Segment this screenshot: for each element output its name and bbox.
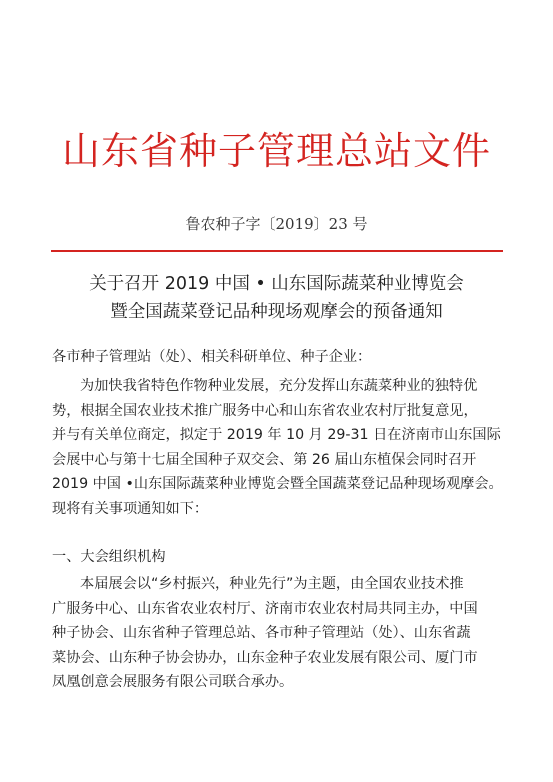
notice-title-line-2: 暨全国蔬菜登记品种现场观摩会的预备通知 bbox=[110, 302, 443, 322]
paragraph-1-line: 势，根据全国农业技术推广服务中心和山东省农业农村厅批复意见， bbox=[52, 402, 478, 419]
paragraph-1-line: 现将有关事项通知如下： bbox=[52, 500, 209, 517]
paragraph-2 bbox=[52, 572, 507, 695]
paragraph-1-line: 为加快我省特色作物种业发展，充分发挥山东蔬菜种业的独特优 bbox=[80, 378, 478, 394]
document-header-title: 山东省种子管理总站文件 bbox=[61, 129, 491, 173]
salutation: 各市种子管理站（处）、相关科研单位、种子企业： bbox=[52, 349, 372, 365]
paragraph-2-line: 凤凰创意会展服务有限公司联合承办。 bbox=[52, 674, 294, 690]
paragraph-1 bbox=[52, 374, 507, 521]
paragraph-1-line: 会展中心与第十七届全国种子双交会、第 26 届山东植保会同时召开 bbox=[52, 451, 477, 468]
notice-title bbox=[0, 270, 553, 326]
paragraph-1-line: 2019 中国 •山东国际蔬菜种业博览会暨全国蔬菜登记品种现场观摩会。 bbox=[52, 476, 503, 492]
paragraph-2-line: 广服务中心、山东省农业农村厅、济南市农业农村局共同主办，中国 bbox=[52, 600, 478, 617]
document-number: 鲁农种子字〔2019〕23 号 bbox=[185, 215, 368, 233]
section-1-heading: 一、大会组织机构 bbox=[52, 549, 166, 565]
paragraph-2-line: 菜协会、山东种子协会协办，山东金种子农业发展有限公司、厦门市 bbox=[52, 649, 478, 666]
paragraph-2-line: 种子协会、山东省种子管理总站、各市种子管理站（处）、山东省蔬 bbox=[52, 625, 471, 641]
header-divider-rule bbox=[51, 250, 503, 252]
paragraph-2-line: 本届展会以“乡村振兴，种业先行”为主题，由全国农业技术推 bbox=[80, 576, 464, 592]
notice-title-line-1: 关于召开 2019 中国 • 山东国际蔬菜种业博览会 bbox=[89, 274, 464, 294]
paragraph-1-line: 并与有关单位商定，拟定于 2019 年 10 月 29-31 日在济南市山东国际 bbox=[52, 427, 501, 443]
